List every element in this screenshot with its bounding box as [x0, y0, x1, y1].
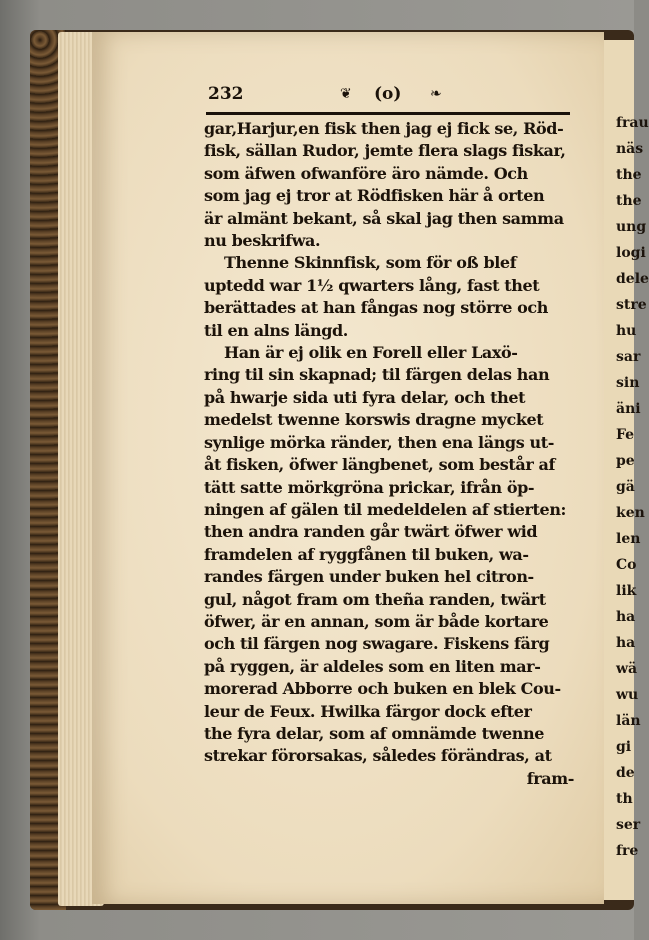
facing-page-fragment: de: [616, 765, 635, 781]
facing-page-fragment: stre: [616, 297, 647, 313]
text-line: morerad Abborre och buken en blek Cou-: [204, 679, 561, 699]
ornament-right-icon: ❧: [430, 86, 442, 102]
facing-page-fragment: näs: [616, 141, 644, 157]
text-line: ring til sin skapnad; til färgen delas han: [204, 365, 550, 385]
facing-page-fragment: gä: [616, 479, 635, 495]
text-line: ningen af gälen til medeldelen af stierten:: [204, 499, 567, 519]
facing-page-fragment: Fe: [616, 427, 635, 443]
signature-mark: (o): [374, 84, 402, 104]
facing-page-fragment: Co: [616, 557, 637, 573]
text-line: är almänt bekant, så skal jag then samma: [204, 208, 564, 228]
text-line: uptedd war 1½ qwarters lång, fast thet: [204, 275, 540, 295]
text-line: tätt satte mörkgröna prickar, ifrån öp-: [204, 477, 535, 497]
body-text: [204, 118, 574, 790]
page-header: [208, 84, 568, 114]
text-line: synlige mörka ränder, then ena längs ut-: [204, 432, 554, 452]
text-line: framdelen af ryggfånen til buken, wa-: [204, 544, 529, 564]
text-line: the fyra delar, som af omnämde twenne: [204, 723, 544, 743]
facing-page-fragment: frau: [616, 115, 649, 131]
facing-page-fragment: the: [616, 167, 642, 183]
facing-page-fragment: ser: [616, 817, 641, 833]
facing-page-fragment: sin: [616, 375, 640, 391]
facing-page-fragment: lik: [616, 583, 637, 599]
facing-page-fragment: dele: [616, 271, 649, 287]
text-line: Han är ej olik en Forell eller Laxö-: [224, 343, 518, 363]
text-line: medelst twenne korswis dragne mycket: [204, 410, 544, 430]
ornament-left-icon: ❦: [340, 86, 352, 102]
facing-page-fragment: len: [616, 531, 641, 547]
text-line: öfwer, är en annan, som är både kortare: [204, 611, 549, 631]
text-line: berättades at han fångas nog större och: [204, 298, 548, 318]
text-line: randes färgen under buken hel citron-: [204, 567, 534, 587]
text-line: strekar förorsakas, således förändras, at: [204, 746, 552, 766]
page-number: 232: [208, 84, 244, 104]
facing-page-edge: [604, 40, 649, 900]
text-line: på ryggen, är aldeles som en liten mar-: [204, 656, 541, 676]
facing-page-fragment: fre: [616, 843, 639, 859]
text-line: åt fisken, öfwer längbenet, som består af: [204, 455, 555, 475]
text-line: gar,Harjur,en fisk then jag ej fick se, Röd-: [204, 119, 564, 138]
facing-page-fragment: äni: [616, 401, 641, 417]
facing-page-fragment: ken: [616, 505, 645, 521]
facing-page-fragment: län: [616, 713, 641, 729]
facing-page-fragment: ha: [616, 609, 636, 625]
facing-page-fragment: gi: [616, 739, 632, 755]
facing-page-fragment: ung: [616, 219, 647, 235]
text-line: som jag ej tror at Rödfisken här å orten: [204, 186, 545, 206]
text-line: then andra randen går twärt öfwer wid: [204, 522, 538, 542]
facing-page-fragment: ha: [616, 635, 636, 651]
text-line: nu beskrifwa.: [204, 231, 321, 251]
facing-page-fragment: wu: [616, 687, 639, 703]
text-line: leur de Feux. Hwilka färgor dock efter: [204, 701, 532, 721]
facing-page-fragment: sar: [616, 349, 641, 365]
text-line: fram-: [526, 768, 574, 788]
text-line: til en alns längd.: [204, 320, 348, 340]
facing-page-fragment: pe: [616, 453, 635, 469]
facing-page-fragment: hu: [616, 323, 637, 339]
text-line: och til färgen nog swagare. Fiskens färg: [204, 634, 550, 654]
text-line: gul, något fram om theña randen, twärt: [204, 589, 546, 609]
facing-page-fragment: wä: [616, 661, 638, 677]
header-rule: [206, 112, 570, 115]
text-line: på hwarje sida uti fyra delar, och thet: [204, 387, 526, 407]
facing-page-fragment: logi: [616, 245, 646, 261]
facing-page-fragment: the: [616, 193, 642, 209]
facing-page-fragment: th: [616, 791, 633, 807]
text-line: Thenne Skinnfisk, som för oß blef: [224, 253, 517, 273]
text-line: som äfwen ofwanföre äro nämde. Och: [204, 163, 528, 183]
text-line: fisk, sällan Rudor, jemte flera slags fiskar,: [204, 141, 566, 161]
